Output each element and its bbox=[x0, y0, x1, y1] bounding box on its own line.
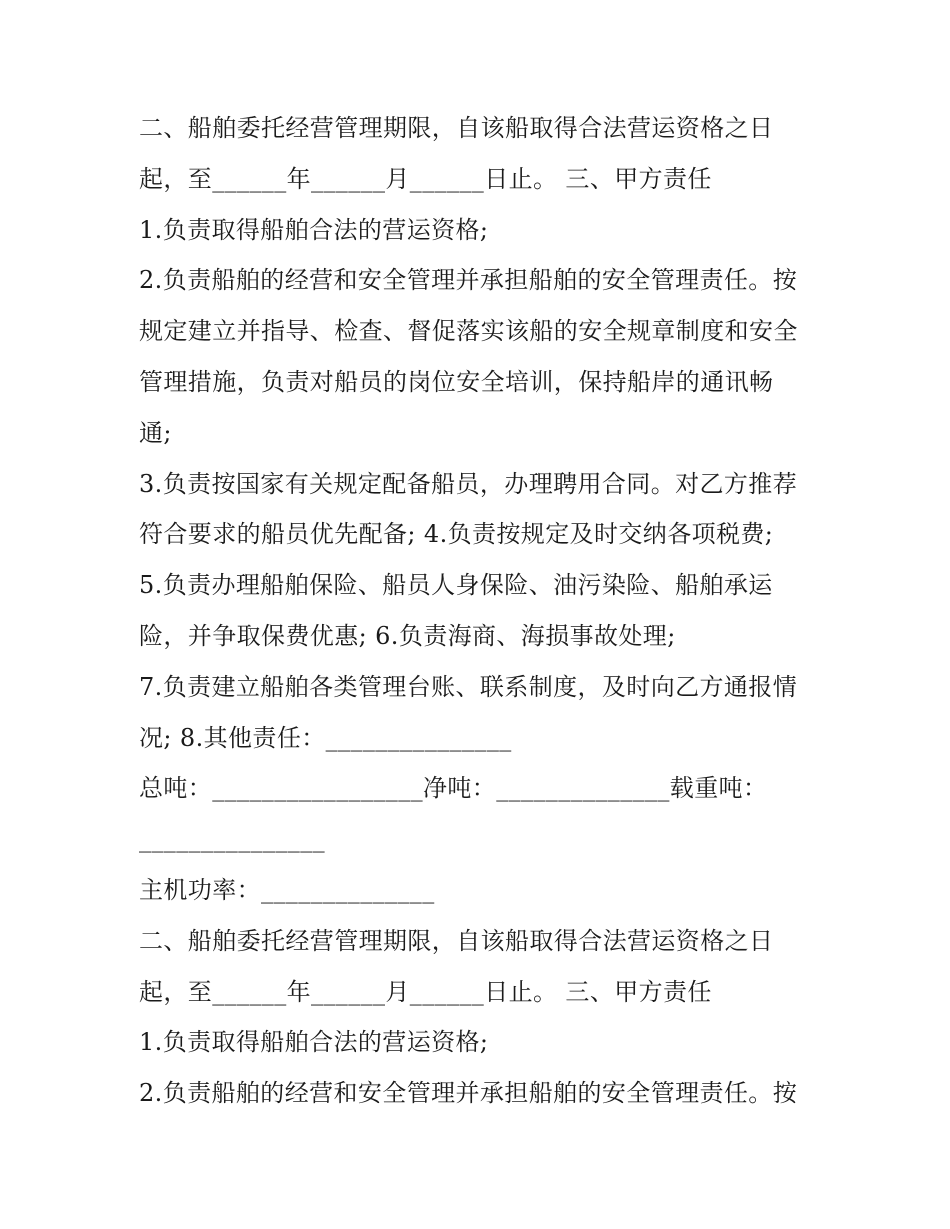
text-line: 规定建立并指导、检查、督促落实该船的安全规章制度和安全 bbox=[139, 317, 798, 346]
text-line: 通; bbox=[139, 418, 172, 447]
text-line: 起，至______年______月______日止。 三、甲方责任 bbox=[139, 977, 712, 1006]
text-line: 二、船舶委托经营管理期限，自该船取得合法营运资格之日 bbox=[139, 114, 774, 142]
text-line: 3.负责按国家有关规定配备船员，办理聘用合同。对乙方推荐 bbox=[139, 469, 798, 498]
text-line: 管理措施，负责对船员的岗位安全培训，保持船岸的通讯畅 bbox=[139, 367, 774, 396]
text-line: 2.负责船舶的经营和安全管理并承担船舶的安全管理责任。按 bbox=[139, 266, 798, 295]
text-line: 符合要求的船员优先配备; 4.负责按规定及时交纳各项税费; bbox=[139, 520, 774, 549]
text-line: 1.负责取得船舶合法的营运资格; bbox=[139, 215, 489, 244]
text-line: 5.负责办理船舶保险、船员人身保险、油污染险、船舶承运 bbox=[139, 571, 773, 600]
document-body bbox=[139, 103, 819, 1119]
text-line: _______________ bbox=[139, 825, 325, 854]
text-line: 总吨：_________________净吨：______________载重吨： bbox=[139, 774, 768, 803]
text-line: 主机功率：______________ bbox=[139, 875, 435, 904]
text-line: 7.负责建立船舶各类管理台账、联系制度，及时向乙方通报情 bbox=[139, 672, 798, 701]
text-line: 二、船舶委托经营管理期限，自该船取得合法营运资格之日 bbox=[139, 926, 774, 955]
text-line: 1.负责取得船舶合法的营运资格; bbox=[139, 1028, 489, 1057]
text-line: 起，至______年______月______日止。 三、甲方责任 bbox=[139, 164, 712, 193]
text-line: 况; 8.其他责任：_______________ bbox=[139, 723, 512, 752]
text-line: 险，并争取保费优惠; 6.负责海商、海损事故处理; bbox=[139, 621, 676, 650]
text-line: 2.负责船舶的经营和安全管理并承担船舶的安全管理责任。按 bbox=[139, 1079, 798, 1108]
